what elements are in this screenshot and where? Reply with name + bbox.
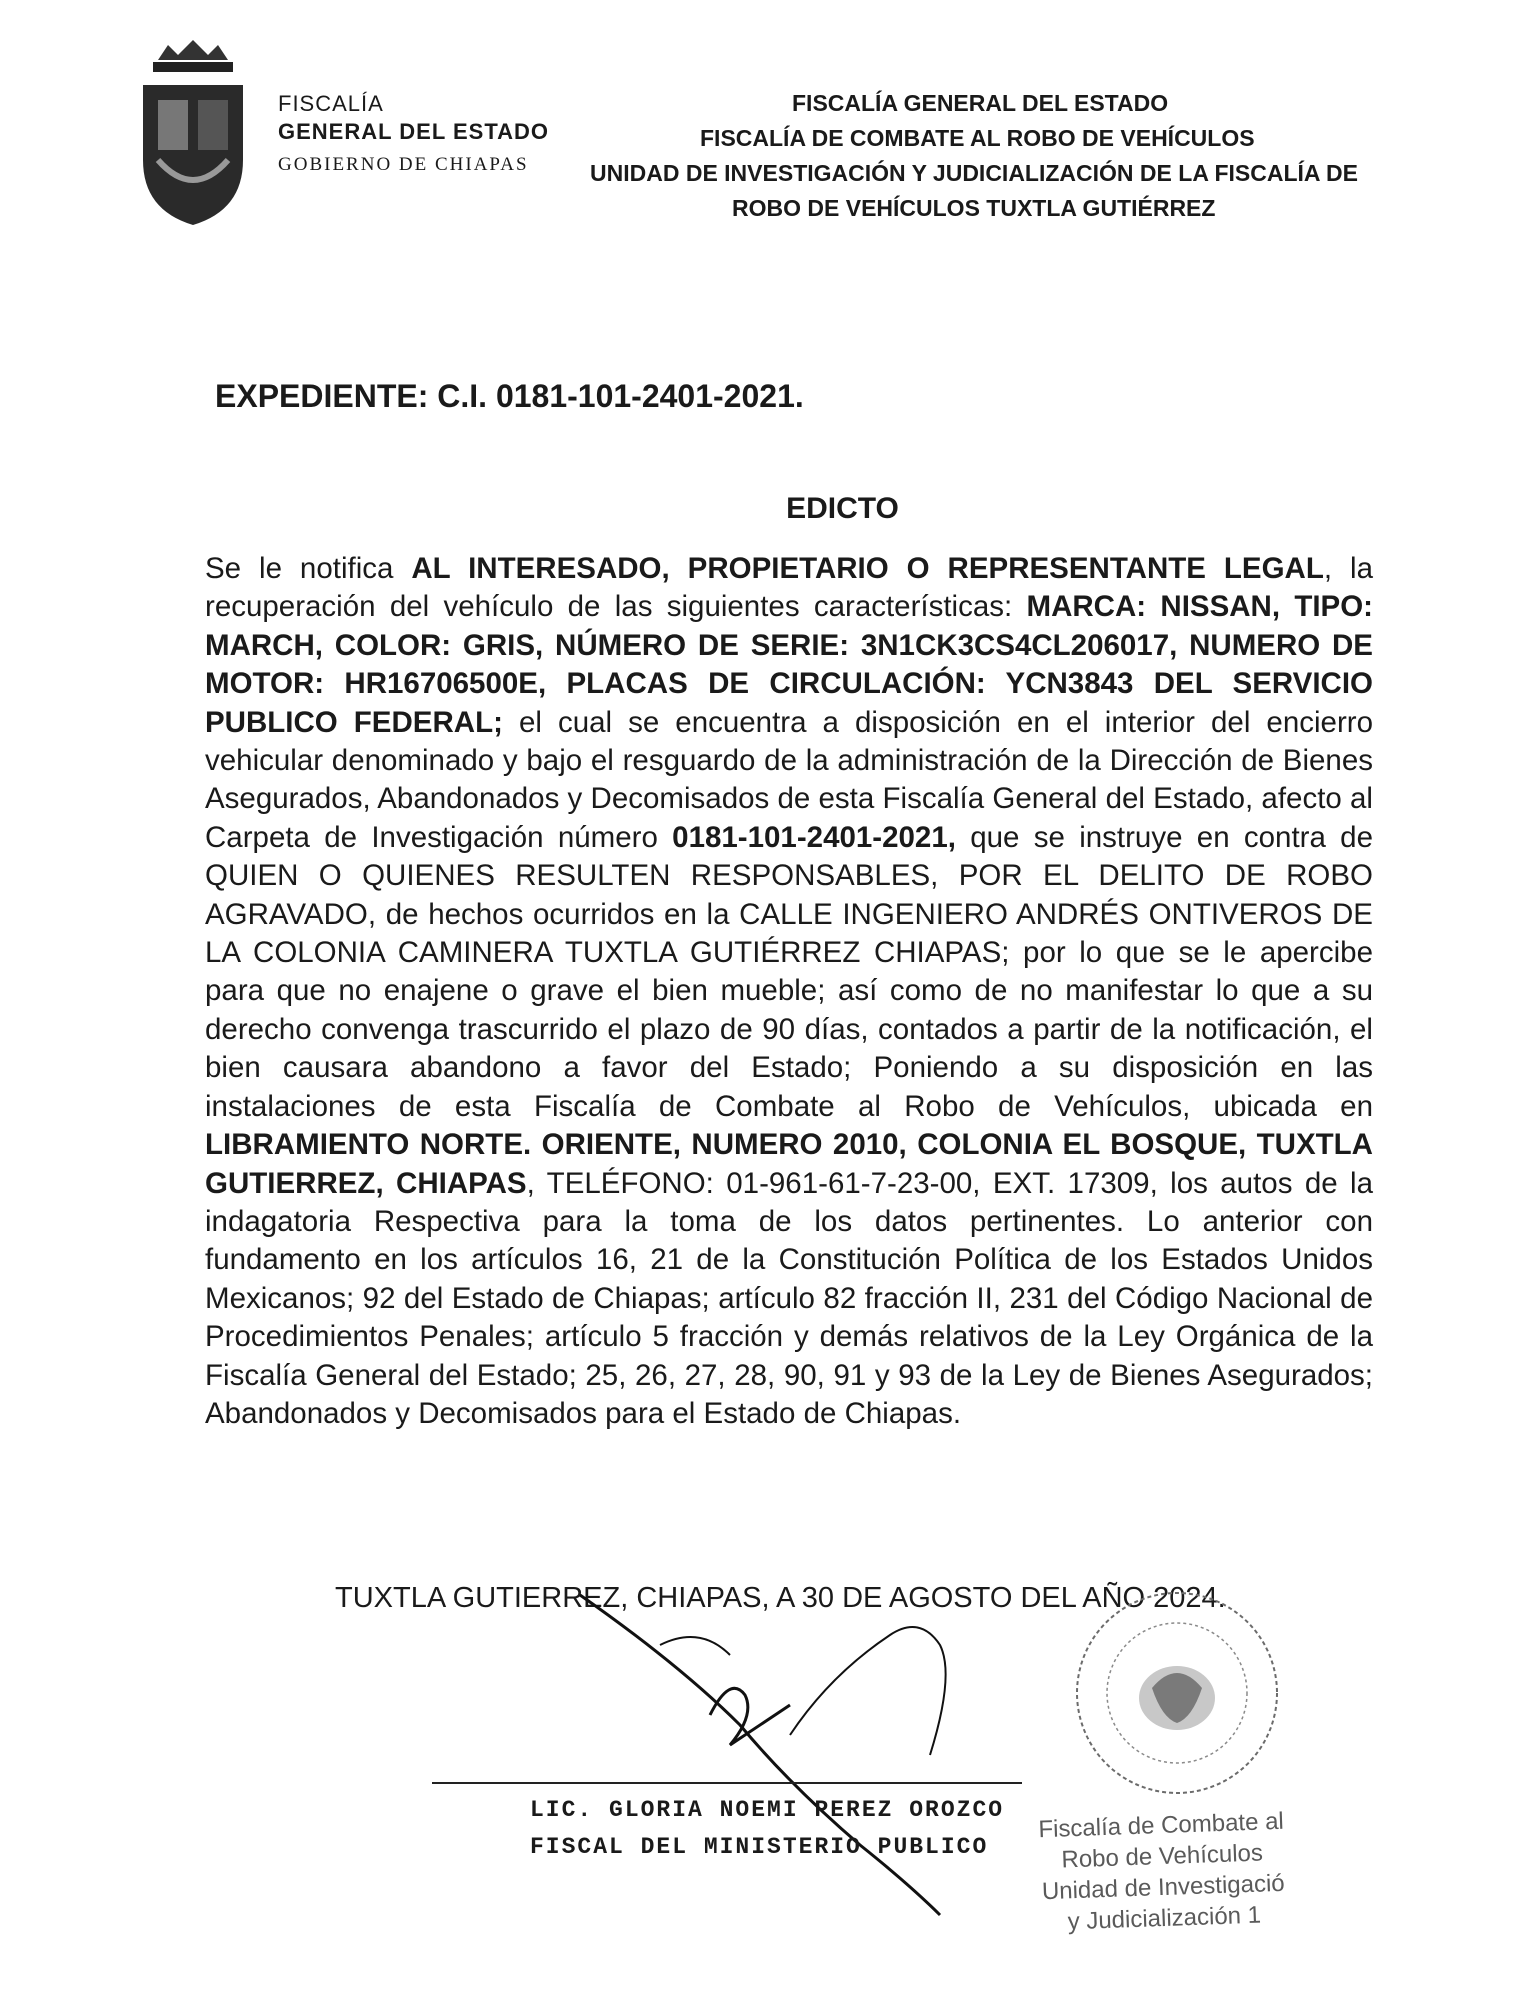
stamp-caption bbox=[1038, 1806, 1288, 1938]
body-bold-1: AL INTERESADO, PROPIETARIO O REPRESENTANTE LEGAL bbox=[411, 552, 1324, 585]
logo-line-3: GOBIERNO DE CHIAPAS bbox=[278, 154, 529, 175]
institution-logo-text bbox=[278, 90, 549, 177]
header-line-4: ROBO DE VEHÍCULOS TUXTLA GUTIÉRREZ bbox=[732, 195, 1216, 221]
body-text-4: que se instruye en contra de QUIEN O QUIENES RESULTEN RESPONSABLES, POR EL DELITO DE ROBO AGRAVADO, de hechos ocurridos en la CALLE INGENIERO ANDRÉS ONTIVEROS DE LA COLONIA CAMINERA TUXTLA GUTIÉRREZ CHIAPAS; por lo que se le apercibe para que no enajene o grave el bien mueble; así como de no manifestar lo que a su derecho convenga trascurrido el plazo de 90 días, contados a partir de la notificación, el bien causara abandono a favor del Estado; Poniendo a su disposición en las instalaciones de esta Fiscalía de Combate al Robo de Vehículos, ubicada en bbox=[205, 820, 1373, 1123]
header-line-2: FISCALÍA DE COMBATE AL ROBO DE VEHÍCULOS bbox=[700, 125, 1255, 151]
stamp-line-2: Robo de Vehículos bbox=[1061, 1839, 1264, 1874]
stamp-line-4: y Judicialización 1 bbox=[1067, 1901, 1262, 1936]
body-text-3: el cual se encuentra a disposición en el interior del encierro vehicular denominado y bajo el resguardo de la administración de la Dirección de Bienes Asegurados, Abandonados y Decomisados de esta Fiscalía General del Estado, afecto al Carpeta de Investigación número bbox=[205, 705, 1373, 854]
body-text-1: Se le notifica bbox=[205, 552, 412, 585]
handwritten-signature-icon bbox=[560, 1585, 980, 1925]
header-line-1: FISCALÍA GENERAL DEL ESTADO bbox=[792, 90, 1169, 116]
signer-block bbox=[530, 1792, 1004, 1866]
logo-line-2: GENERAL DEL ESTADO bbox=[278, 118, 550, 144]
official-stamp-icon bbox=[1072, 1588, 1282, 1798]
signer-role: FISCAL DEL MINISTERIO PUBLICO bbox=[530, 1834, 989, 1860]
signature-line bbox=[432, 1782, 1022, 1784]
stamp-line-3: Unidad de Investigació bbox=[1041, 1869, 1286, 1906]
date-line: TUXTLA GUTIERREZ, CHIAPAS, A 30 DE AGOSTO DEL AÑO 2024. bbox=[335, 1582, 1226, 1614]
body-bold-3: 0181-101-2401-2021, bbox=[672, 820, 956, 854]
document-title: EDICTO bbox=[786, 492, 899, 525]
stamp-line-1: Fiscalía de Combate al bbox=[1037, 1807, 1285, 1844]
body-text-5: , TELÉFONO: 01-961-61-7-23-00, EXT. 17309, los autos de la indagatoria Respectiva para la toma de los datos pertinentes. Lo anterior con fundamento en los artículos 16, 21 de la Constitución Política de los Estados Unidos Mexicanos; 92 del Estado de Chiapas; artículo 82 fracción II, 231 del Código Nacional de Procedimientos Penales; artículo 5 fracción y demás relativos de la Ley Orgánica de la Fiscalía General del Estado; 25, 26, 27, 28, 90, 91 y 93 de la Ley de Bienes Asegurados; Abandonados y Decomisados para el Estado de Chiapas. bbox=[205, 1166, 1373, 1430]
document-header bbox=[560, 86, 1400, 226]
state-seal-icon bbox=[138, 40, 248, 230]
edict-body bbox=[205, 550, 1373, 1433]
body-bold-2: MARCA: NISSAN, TIPO: MARCH, COLOR: GRIS, NÚMERO DE SERIE: 3N1CK3CS4CL206017, NUMERO DE MOTOR: HR16706500E, PLACAS DE CIRCULACIÓN: YCN3843 DEL SERVICIO PUBLICO FEDERAL; bbox=[205, 590, 1373, 739]
body-text-2: , la recuperación del vehículo de las siguientes características: bbox=[205, 552, 1373, 624]
case-number: EXPEDIENTE: C.I. 0181-101-2401-2021. bbox=[215, 378, 804, 414]
body-bold-4: LIBRAMIENTO NORTE. ORIENTE, NUMERO 2010, COLONIA EL BOSQUE, TUXTLA GUTIERREZ, CHIAPAS bbox=[205, 1128, 1373, 1200]
header-line-3: UNIDAD DE INVESTIGACIÓN Y JUDICIALIZACIÓN DE LA FISCALÍA DE bbox=[590, 160, 1358, 186]
signer-name: LIC. GLORIA NOEMI PEREZ OROZCO bbox=[530, 1797, 1005, 1823]
logo-line-1: FISCALÍA bbox=[278, 91, 384, 116]
